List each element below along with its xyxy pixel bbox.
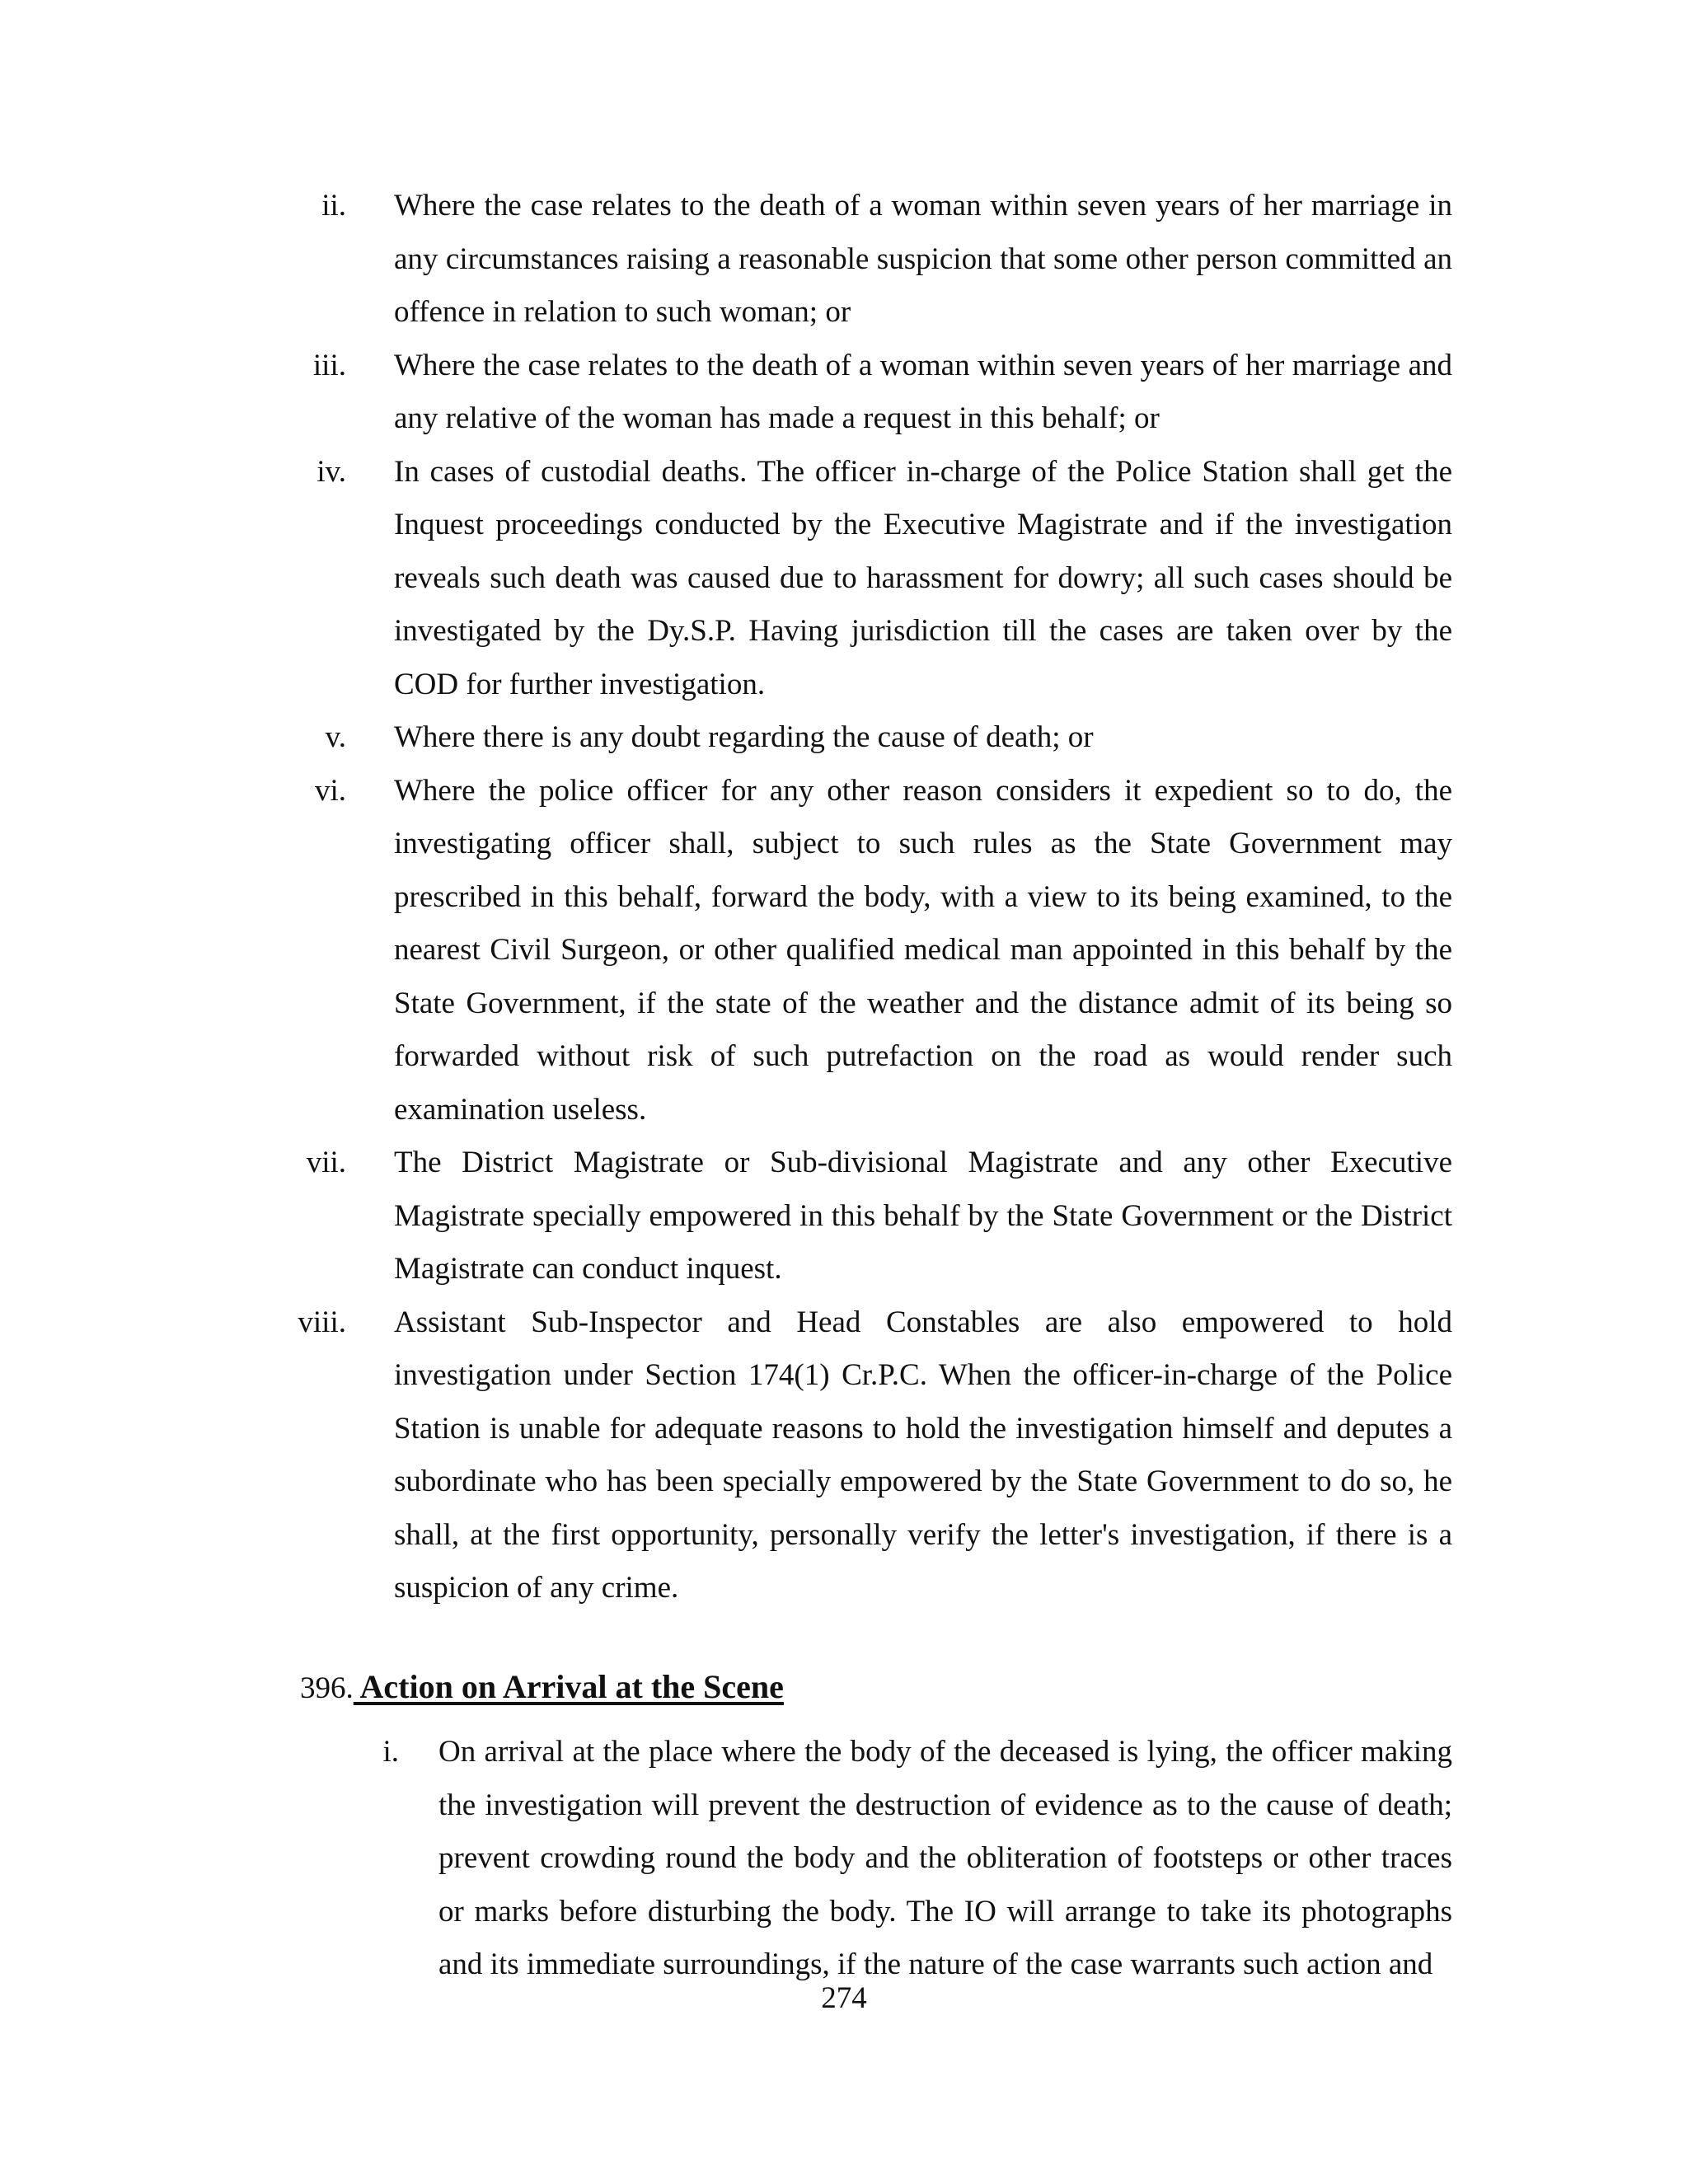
section-list (341, 1726, 1452, 1992)
list-item-v (297, 711, 1452, 765)
list-item-text: Where the police officer for any other reason considers it expedient so to do, the investigating officer shall, subject to such rules as the State Government may prescribed in this behalf, forward the body, with a view to its being examined, to the nearest Civil Surgeon, or other qualified medical man appointed in this behalf by the State Government, if the state of the weather and the distance admit of its being so forwarded without risk of such putrefaction on the road as would render such examination useless. (394, 773, 1452, 1127)
list-item-viii (297, 1296, 1452, 1615)
list-marker: viii. (298, 1305, 346, 1339)
list-item-text: Where the case relates to the death of a woman within seven years of her marriage and any relative of the woman has made a request in this behalf; or (394, 348, 1452, 435)
list-marker: vi. (314, 773, 346, 808)
section-heading (300, 1661, 784, 1715)
list-item-text: Where the case relates to the death of a woman within seven years of her marriage in any circumstances raising a reasonable suspicion that some other person committed an offence in relation to such woman; or (394, 189, 1452, 329)
list-marker: iv. (316, 454, 346, 489)
list-item-text: In cases of custodial deaths. The officer in-charge of the Police Station shall get the Inquest proceedings conducted by the Executive Magistrate and if the investigation reveals such death was caused due to harassment for dowry; all such cases should be investigated by the Dy.S.P. Having jurisdiction till the cases are taken over by the COD for further investigation. (394, 454, 1452, 701)
list-marker: i. (382, 1735, 399, 1769)
list-item-text: On arrival at the place where the body of the deceased is lying, the officer making the investigation will prevent the destruction of evidence as to the cause of death; prevent crowding round the body and the obliteration of footsteps or other traces or marks before disturbing the body. The IO will arrange to take its photographs and its immediate surroundings, if the nature of the case warrants such action and (438, 1735, 1452, 1981)
list-item-ii (297, 180, 1452, 340)
section-title: Action on Arrival at the Scene (353, 1668, 784, 1705)
list-item-iv (297, 446, 1452, 712)
list-item-text: The District Magistrate or Sub-divisional Magistrate and any other Executive Magistrate specially empowered in this behalf by the State Government or the District Magistrate can conduct inquest. (394, 1146, 1452, 1286)
list-item-text: Where there is any doubt regarding the cause of death; or (394, 720, 1094, 754)
section-list-item-i (341, 1726, 1452, 1992)
list-item-iii (297, 340, 1452, 446)
list-item-vi (297, 765, 1452, 1137)
list-item-text: Assistant Sub-Inspector and Head Constables are also empowered to hold investigation under Section 174(1) Cr.P.C. When the officer-in-charge of the Police Station is unable for adequate reasons to hold the investigation himself and deputes a subordinate who has been specially empowered by the State Government to do so, he shall, at the first opportunity, personally verify the letter's investigation, if there is a suspicion of any crime. (394, 1305, 1452, 1605)
list-item-vii (297, 1137, 1452, 1296)
list-marker: ii. (321, 189, 346, 223)
list-marker: vii. (306, 1146, 346, 1179)
section-number: 396. (300, 1671, 354, 1705)
list-marker: v. (325, 720, 346, 754)
list-marker: iii. (312, 348, 346, 382)
page-number: 274 (821, 1981, 867, 2015)
numbered-list (297, 180, 1452, 1615)
